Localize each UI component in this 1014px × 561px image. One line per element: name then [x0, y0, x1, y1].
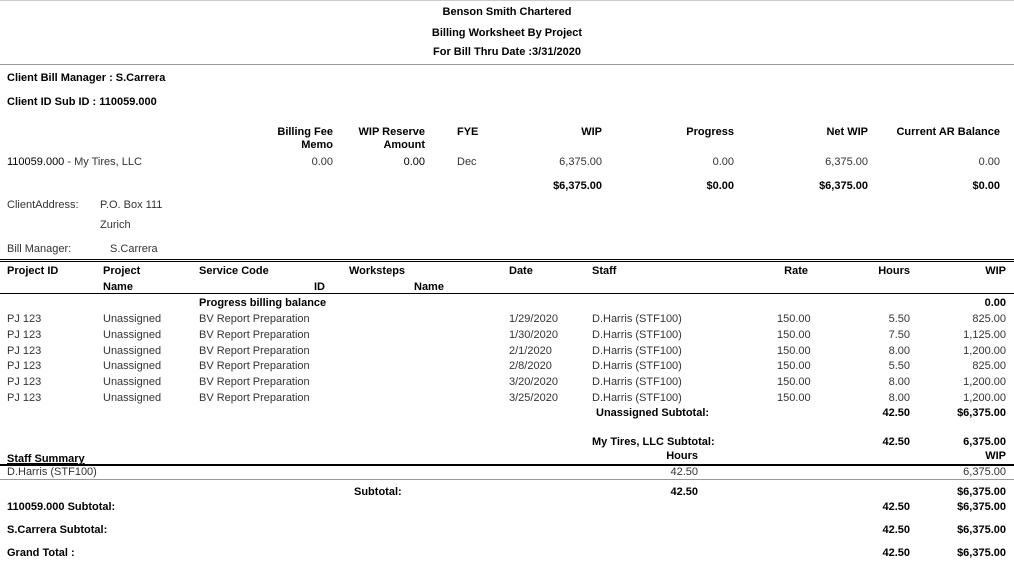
- cell-wip: 1,200.00: [963, 344, 1006, 357]
- val-net-wip: 6,375.00: [825, 156, 868, 168]
- cell-hours: 7.50: [888, 328, 910, 341]
- col-service-id: ID: [314, 281, 325, 293]
- detail-header-bottom-rule: [0, 293, 1014, 294]
- client-address-label: ClientAddress:: [7, 199, 79, 211]
- cell-wip: 825.00: [972, 313, 1006, 325]
- staff-summary-subtotal-wip: $6,375.00: [957, 486, 1006, 498]
- hdr-net-wip: Net WIP: [826, 126, 868, 138]
- client-subtotal-wip: 6,375.00: [963, 436, 1006, 448]
- client-id-subtotal-hours: 42.50: [882, 501, 910, 513]
- hdr-wip-reserve-2: Amount: [383, 139, 425, 151]
- tot-progress: $0.00: [706, 180, 734, 192]
- cell-staff: D.Harris (STF100): [592, 313, 682, 325]
- staff-summary-subtotal-label: Subtotal:: [354, 486, 402, 498]
- tot-wip: $6,375.00: [553, 180, 602, 192]
- cell-hours: 5.50: [888, 313, 910, 325]
- cell-hours: 5.50: [888, 360, 910, 373]
- cell-project-id: PJ 123: [7, 360, 42, 373]
- bill-thru-date: For Bill Thru Date :3/31/2020: [433, 46, 581, 58]
- tot-current-ar: $0.00: [972, 180, 1000, 192]
- cell-service: BV Report Preparation: [199, 344, 310, 357]
- cell-project-name: Unassigned: [103, 392, 162, 404]
- cell-service: BV Report Preparation: [199, 360, 310, 373]
- cell-date: 2/1/2020: [509, 344, 552, 357]
- col-project-2: Name: [103, 281, 133, 293]
- col-wip: WIP: [985, 265, 1006, 277]
- grand-total-label: Grand Total :: [7, 547, 75, 559]
- cell-date: 3/25/2020: [509, 392, 558, 404]
- cell-rate: 150.00: [777, 313, 811, 325]
- staff-summary-title: Staff Summary: [7, 453, 85, 465]
- client-subtotal-hours: 42.50: [882, 436, 910, 448]
- staff-summary-rule: [0, 464, 1014, 466]
- cell-project-id: PJ 123: [7, 313, 42, 325]
- col-project-1: Project: [103, 265, 141, 277]
- cell-wip: 1,125.00: [963, 328, 1006, 341]
- val-wip: 6,375.00: [559, 156, 602, 168]
- staff-summary-hours-header: Hours: [666, 450, 698, 462]
- cell-project-name: Unassigned: [103, 313, 162, 325]
- unassigned-subtotal-wip: $6,375.00: [957, 407, 1006, 419]
- hdr-billing-fee-memo-2: Memo: [301, 139, 333, 151]
- cell-date: 2/8/2020: [509, 360, 552, 373]
- cell-project-name: Unassigned: [103, 344, 162, 357]
- header-divider: [0, 64, 1014, 65]
- cell-project-name: Unassigned: [103, 376, 162, 389]
- client-bill-manager: Client Bill Manager : S.Carrera: [7, 72, 166, 84]
- col-staff: Staff: [592, 265, 617, 277]
- hdr-billing-fee-memo-1: Billing Fee: [277, 126, 333, 138]
- hdr-progress: Progress: [686, 126, 734, 138]
- progress-billing-value: 0.00: [984, 297, 1006, 309]
- client-id-subtotal-label: 110059.000 Subtotal:: [7, 501, 116, 513]
- cell-hours: 8.00: [888, 376, 910, 389]
- page-top-border: [0, 0, 1014, 4]
- cell-date: 3/20/2020: [509, 376, 558, 389]
- cell-rate: 150.00: [777, 376, 811, 389]
- cell-wip: 825.00: [972, 360, 1006, 373]
- progress-billing-label: Progress billing balance: [199, 297, 327, 309]
- hdr-current-ar: Current AR Balance: [896, 126, 1000, 138]
- cell-staff: D.Harris (STF100): [592, 344, 682, 357]
- col-project-id: Project ID: [7, 265, 59, 277]
- val-progress: 0.00: [712, 156, 734, 168]
- staff-summary-hours: 42.50: [670, 466, 698, 478]
- bill-manager-label: Bill Manager:: [7, 243, 72, 255]
- manager-subtotal-wip: $6,375.00: [957, 524, 1006, 536]
- client-id-subtotal-wip: $6,375.00: [957, 501, 1006, 513]
- cell-service: BV Report Preparation: [199, 313, 310, 325]
- firm-name: Benson Smith Chartered: [442, 6, 572, 18]
- staff-summary-staff: D.Harris (STF100): [7, 466, 97, 478]
- cell-date: 1/30/2020: [509, 328, 558, 341]
- cell-rate: 150.00: [777, 392, 811, 404]
- cell-staff: D.Harris (STF100): [592, 360, 682, 373]
- cell-project-id: PJ 123: [7, 376, 42, 389]
- col-rate: Rate: [784, 265, 808, 277]
- bill-manager-value: S.Carrera: [110, 243, 158, 255]
- hdr-wip-reserve-1: WIP Reserve: [358, 126, 425, 138]
- val-billing-fee-memo: 0.00: [311, 156, 333, 168]
- client-id-sub-id: Client ID Sub ID : 110059.000: [7, 96, 157, 108]
- cell-project-name: Unassigned: [103, 360, 162, 373]
- unassigned-subtotal-label: Unassigned Subtotal:: [596, 407, 710, 419]
- val-wip-reserve: 0.00: [403, 156, 425, 168]
- client-address-line2: Zurich: [100, 219, 131, 231]
- staff-summary-wip: 6,375.00: [963, 466, 1006, 478]
- cell-project-id: PJ 123: [7, 392, 42, 404]
- col-worksteps: Worksteps: [349, 265, 406, 277]
- staff-summary-bottom-rule: [0, 479, 1014, 480]
- cell-staff: D.Harris (STF100): [592, 328, 682, 341]
- client-name-line: 110059.000 - My Tires, LLC: [7, 156, 142, 168]
- cell-project-id: PJ 123: [7, 328, 42, 341]
- cell-rate: 150.00: [777, 360, 811, 373]
- cell-service: BV Report Preparation: [199, 376, 310, 389]
- detail-header-top-rule: [0, 259, 1014, 262]
- cell-service: BV Report Preparation: [199, 328, 310, 341]
- cell-rate: 150.00: [777, 344, 811, 357]
- cell-wip: 1,200.00: [963, 392, 1006, 404]
- col-service-code: Service Code: [199, 265, 269, 277]
- grand-total-hours: 42.50: [882, 547, 910, 559]
- manager-subtotal-label: S.Carrera Subtotal:: [7, 524, 108, 536]
- val-current-ar: 0.00: [978, 156, 1000, 168]
- cell-staff: D.Harris (STF100): [592, 392, 682, 404]
- grand-total-wip: $6,375.00: [957, 547, 1006, 559]
- cell-hours: 8.00: [888, 392, 910, 404]
- val-fye: Dec: [457, 156, 477, 168]
- staff-summary-subtotal-hours: 42.50: [670, 486, 698, 498]
- cell-hours: 8.00: [888, 344, 910, 357]
- cell-date: 1/29/2020: [509, 313, 558, 325]
- unassigned-subtotal-hours: 42.50: [882, 407, 910, 419]
- cell-wip: 1,200.00: [963, 376, 1006, 389]
- cell-service: BV Report Preparation: [199, 392, 310, 404]
- cell-project-id: PJ 123: [7, 344, 42, 357]
- client-subtotal-label: My Tires, LLC Subtotal:: [592, 436, 715, 448]
- cell-staff: D.Harris (STF100): [592, 376, 682, 389]
- cell-project-name: Unassigned: [103, 328, 162, 341]
- hdr-fye: FYE: [457, 126, 479, 138]
- cell-rate: 150.00: [777, 328, 811, 341]
- client-address-line1: P.O. Box 111: [100, 199, 163, 211]
- hdr-wip: WIP: [581, 126, 602, 138]
- manager-subtotal-hours: 42.50: [882, 524, 910, 536]
- col-date: Date: [509, 265, 533, 277]
- col-worksteps-name: Name: [414, 281, 444, 293]
- staff-summary-wip-header: WIP: [985, 450, 1006, 462]
- tot-net-wip: $6,375.00: [819, 180, 868, 192]
- report-title: Billing Worksheet By Project: [431, 27, 583, 39]
- col-hours: Hours: [878, 265, 910, 277]
